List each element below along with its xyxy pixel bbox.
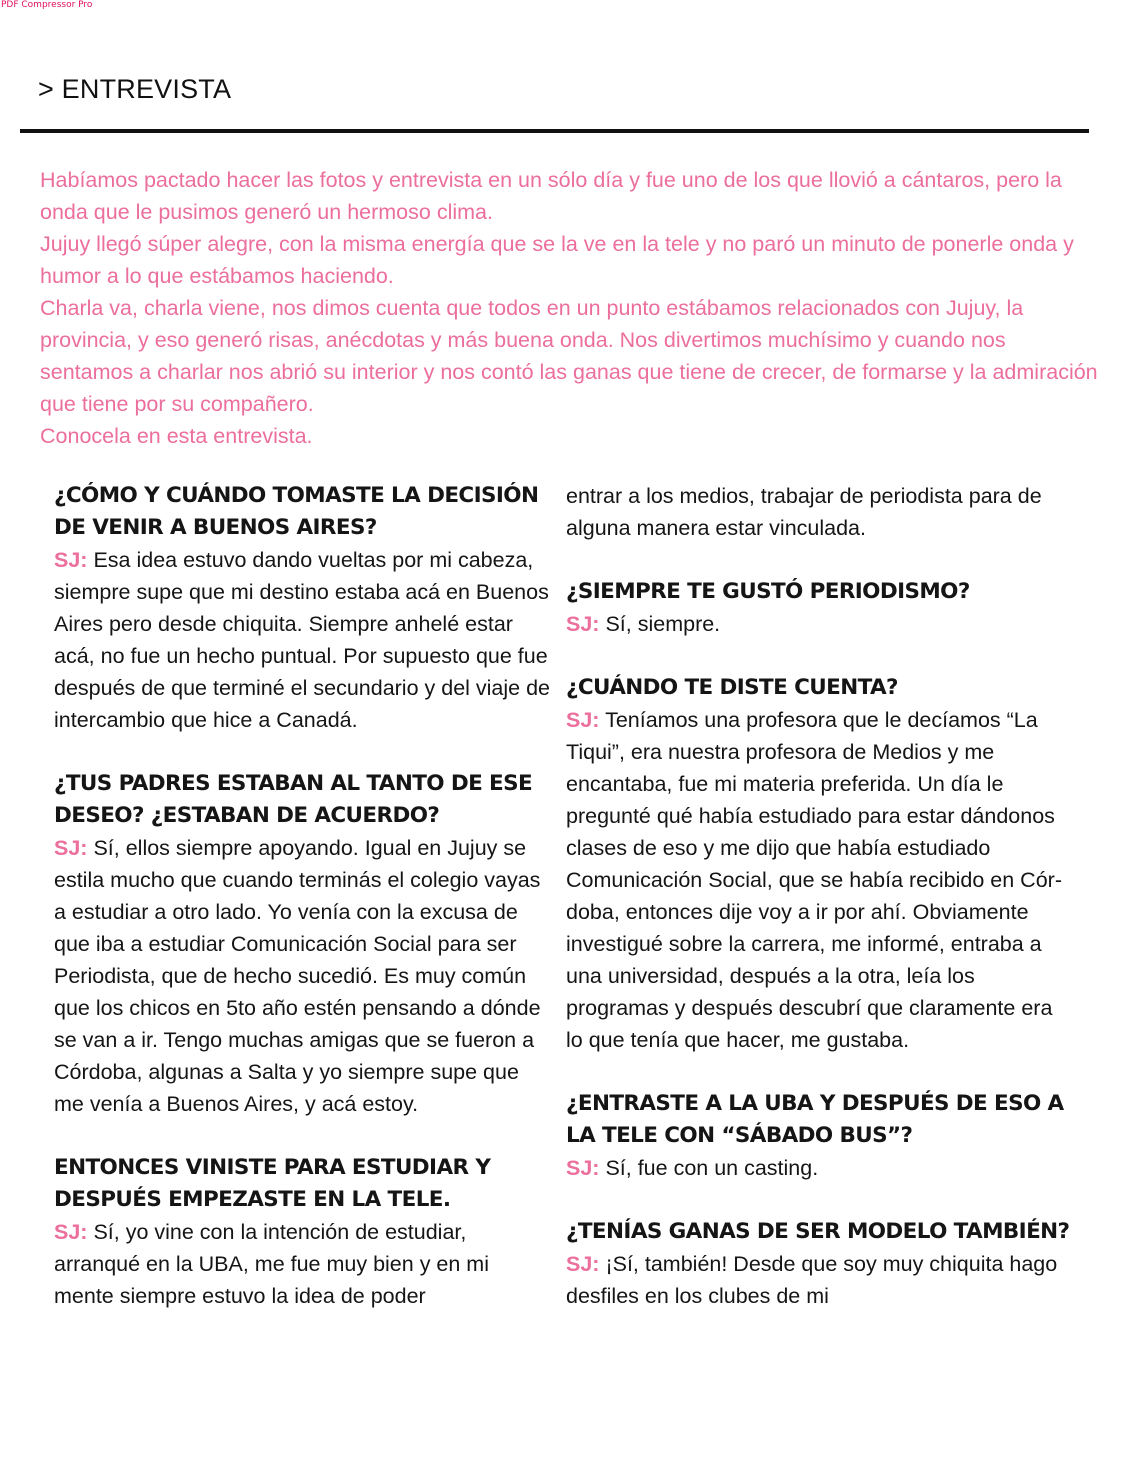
answer-text: Sí, siempre. — [605, 612, 721, 636]
qa-block — [566, 672, 1071, 1056]
answer-text: ¡Sí, también! Desde que soy muy chiquita hago desfiles en los clubes de mi — [566, 1252, 1058, 1308]
question: ¿CUÁNDO TE DISTE CUENTA? — [566, 675, 898, 700]
question: ¿CÓMO Y CUÁNDO TOMASTE LA DECISIÓN DE VENIR A BUENOS AIRES? — [54, 483, 539, 540]
question: ¿TENÍAS GANAS DE SER MODELO TAMBIÉN? — [566, 1219, 1070, 1244]
speaker-label: SJ: — [566, 708, 600, 732]
answer — [54, 544, 554, 736]
speaker-label: SJ: — [566, 612, 600, 636]
answer — [566, 704, 1071, 1056]
answer-text: Sí, ellos siempre apoyando. Igual en Jujuy se estila mucho que cuando terminás el colegio vayas a estudiar a otro lado. Yo venía con la excusa de que iba a estudiar Comunicación Social para ser Periodista, que de hecho sucedió. Es muy común que los chicos en 5to año estén pensando a dónde se van a ir. Tengo muchas amigas que se fueron a Córdoba, algunas a Salta y yo siempre supe que me venía a Buenos Aires, y acá estoy. — [54, 836, 541, 1116]
qa-block — [566, 1216, 1071, 1312]
intro-line: Charla va, charla viene, nos dimos cuenta que todos en un punto estábamos relacionados con Jujuy, la provincia, y eso generó risas, anécdotas y más buena onda. Nos divertimos muchísimo y cuando nos sentamos a charlar nos abrió su interior y nos contó las ganas que tiene de crecer, de formarse y la admiración que tiene por su compañero. — [40, 296, 1098, 416]
section-title: > ENTREVISTA — [38, 74, 232, 104]
answer-text: Esa idea estuvo dando vueltas por mi cabeza, siempre supe que mi destino estaba acá en Buenos Aires pero desde chiquita. Siempre anhelé estar acá, no fue un hecho puntual. Por supuesto que fue después de que terminé el secundario y del viaje de intercambio que hice a Canadá. — [54, 548, 551, 732]
question: ENTONCES VINISTE PARA ESTUDIAR Y DESPUÉS EMPEZASTE EN LA TELE. — [54, 1155, 491, 1212]
question: ¿SIEMPRE TE GUSTÓ PERIODISMO? — [566, 579, 970, 604]
answer — [54, 1216, 554, 1312]
speaker-label: SJ: — [566, 1252, 600, 1276]
answer-text: Sí, yo vine con la intención de estudiar, arranqué en la UBA, me fue muy bien y en mi mente siempre estuvo la idea de poder — [54, 1220, 489, 1308]
intro-line: Jujuy llegó súper alegre, con la misma energía que se la ve en la tele y no paró un minuto de ponerle onda y humor a lo que estábamos haciendo. — [40, 232, 1074, 288]
question: ¿TUS PADRES ESTABAN AL TANTO DE ESE DESEO? ¿ESTABAN DE ACUERDO? — [54, 771, 533, 828]
answer-text: Teníamos una profesora que le decíamos “La Tiqui”, era nuestra profesora de Medios y me encantaba, fue mi materia preferida. Un día le pregunté qué había estudiado para estar dándonos clases de eso y me dijo que había estudiado Comunicación Social, que se había recibido en Córdoba, entonces dije voy a ir por ahí. Obviamente investigué sobre la carrera, me informé, entraba a una universidad, después a la otra, leía los programas y después descubrí que claramente era lo que tenía que hacer, me gustaba. — [566, 708, 1062, 1052]
answer-continuation: entrar a los medios, trabajar de periodista para de alguna manera estar vinculada. — [566, 484, 1042, 540]
speaker-label: SJ: — [54, 548, 88, 572]
qa-block — [566, 1088, 1071, 1184]
speaker-label: SJ: — [566, 1156, 600, 1180]
left-column — [54, 480, 554, 1344]
speaker-label: SJ: — [54, 1220, 88, 1244]
right-column — [566, 480, 1071, 1344]
answer — [566, 1248, 1071, 1312]
intro-line: Habíamos pactado hacer las fotos y entrevista en un sólo día y fue uno de los que llovió a cántaros, pero la onda que le pusimos generó un hermoso clima. — [40, 168, 1062, 224]
intro-paragraph — [40, 164, 1100, 452]
question: ¿ENTRASTE A LA UBA Y DESPUÉS DE ESO A LA TELE CON “SÁBADO BUS”? — [566, 1091, 1064, 1148]
qa-block — [54, 768, 554, 1120]
speaker-label: SJ: — [54, 836, 88, 860]
watermark-text: PDF Compressor Pro — [1, 0, 93, 10]
title-divider — [20, 129, 1089, 133]
answer — [566, 608, 1071, 640]
answer — [566, 1152, 1071, 1184]
qa-block — [566, 576, 1071, 640]
answer — [54, 832, 554, 1120]
intro-line: Conocela en esta entrevista. — [40, 424, 313, 448]
qa-block — [54, 1152, 554, 1312]
answer-text: Sí, fue con un casting. — [605, 1156, 819, 1180]
qa-block — [54, 480, 554, 736]
